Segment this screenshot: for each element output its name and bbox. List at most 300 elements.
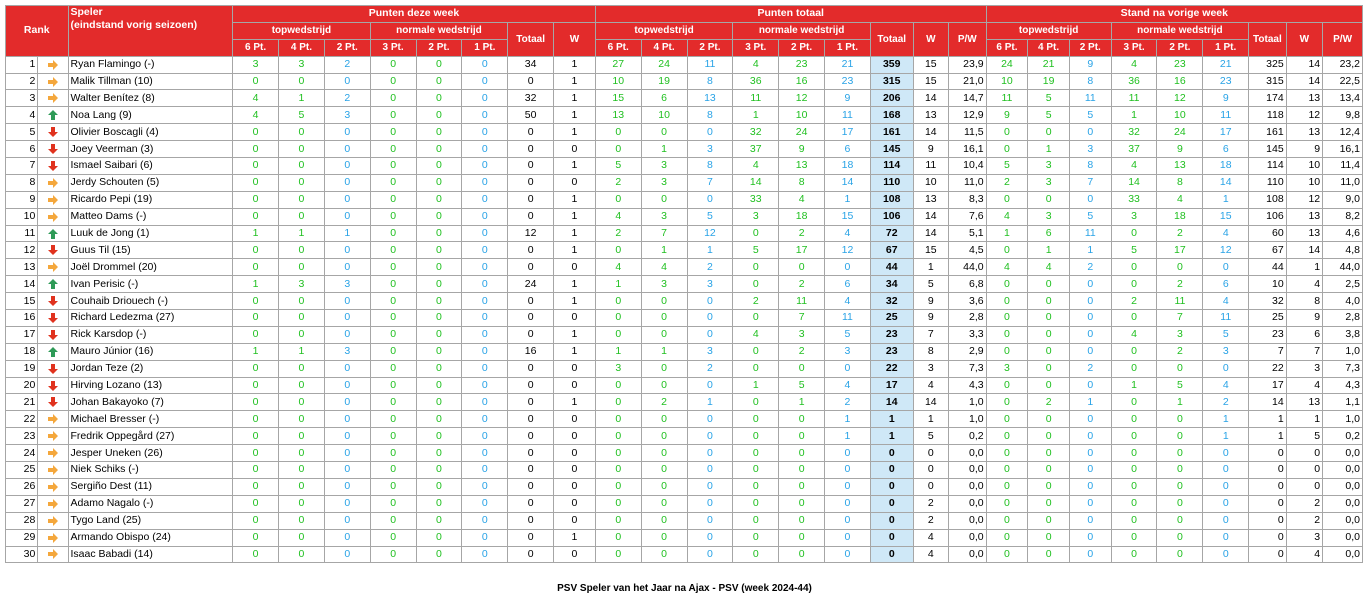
- prev-2pt-normal-cell: 0: [1157, 495, 1203, 512]
- week-2pt-normal-cell: 0: [416, 428, 462, 445]
- trend-cell: [38, 191, 68, 208]
- prev-4pt-header: 4 Pt.: [1028, 39, 1070, 56]
- total-totaal-cell: 67: [870, 242, 913, 259]
- rank-cell: 14: [6, 276, 38, 293]
- prev-2pt-header: 2 Pt.: [1069, 39, 1111, 56]
- arrow-up-icon: [47, 346, 59, 358]
- prev-2pt-cell: 7: [1069, 174, 1111, 191]
- week-2pt-normal-cell: 0: [416, 158, 462, 175]
- prev-2pt-cell: 0: [1069, 428, 1111, 445]
- total-1pt-cell: 1: [825, 191, 871, 208]
- prev-1pt-cell: 4: [1203, 225, 1249, 242]
- total-w-cell: 5: [913, 276, 948, 293]
- week-totaal-cell: 0: [508, 174, 554, 191]
- total-2pt-cell: 0: [687, 495, 733, 512]
- week-w-cell: 1: [554, 293, 596, 310]
- prev-6pt-cell: 0: [986, 529, 1028, 546]
- total-6pt-cell: 0: [595, 478, 641, 495]
- total-6pt-cell: 5: [595, 158, 641, 175]
- week-totaal-cell: 0: [508, 529, 554, 546]
- week-2pt-cell: 0: [324, 462, 370, 479]
- total-4pt-cell: 0: [641, 191, 687, 208]
- rank-cell: 21: [6, 394, 38, 411]
- prev-4pt-cell: 0: [1028, 293, 1070, 310]
- prev-6pt-cell: 9: [986, 107, 1028, 124]
- total-4pt-cell: 3: [641, 208, 687, 225]
- prev-1pt-cell: 17: [1203, 124, 1249, 141]
- total-4pt-cell: 6: [641, 90, 687, 107]
- week-3pt-cell: 0: [370, 360, 416, 377]
- prev-4pt-cell: 0: [1028, 445, 1070, 462]
- prev-4pt-cell: 0: [1028, 191, 1070, 208]
- total-2pt-cell: 2: [687, 360, 733, 377]
- total-w-cell: 15: [913, 73, 948, 90]
- player-name-cell: Luuk de Jong (1): [68, 225, 233, 242]
- prev-1pt-cell: 12: [1203, 242, 1249, 259]
- prev-pw-cell: 0,0: [1323, 512, 1363, 529]
- week-1pt-header: 1 Pt.: [462, 39, 508, 56]
- total-4pt-cell: 0: [641, 377, 687, 394]
- total-normal-header: normale wedstrijd: [733, 22, 871, 39]
- total-w-cell: 14: [913, 208, 948, 225]
- prev-w-cell: 3: [1286, 360, 1322, 377]
- table-caption: PSV Speler van het Jaar na Ajax - PSV (week 2024-44): [557, 583, 812, 594]
- week-6pt-cell: 1: [233, 343, 279, 360]
- total-4pt-cell: 7: [641, 225, 687, 242]
- total-3pt-cell: 0: [733, 445, 779, 462]
- total-2pt-cell: 8: [687, 107, 733, 124]
- total-2pt-cell: 0: [687, 411, 733, 428]
- prev-top-header: topwedstrijd: [986, 22, 1111, 39]
- total-3pt-cell: 3: [733, 208, 779, 225]
- week-4pt-cell: 0: [279, 73, 325, 90]
- total-w-cell: 1: [913, 411, 948, 428]
- table-row: [6, 56, 1363, 73]
- total-w-cell: 2: [913, 495, 948, 512]
- total-w-cell: 15: [913, 242, 948, 259]
- total-pw-cell: 21,0: [949, 73, 987, 90]
- prev-1pt-cell: 0: [1203, 360, 1249, 377]
- week-2pt-normal-cell: 0: [416, 529, 462, 546]
- total-1pt-cell: 4: [825, 225, 871, 242]
- prev-pw-cell: 4,3: [1323, 377, 1363, 394]
- prev-1pt-cell: 4: [1203, 293, 1249, 310]
- total-1pt-cell: 0: [825, 529, 871, 546]
- prev-1pt-cell: 1: [1203, 428, 1249, 445]
- trend-cell: [38, 360, 68, 377]
- table-row: [6, 90, 1363, 107]
- rank-cell: 22: [6, 411, 38, 428]
- total-totaal-cell: 32: [870, 293, 913, 310]
- total-4pt-cell: 0: [641, 310, 687, 327]
- week-2pt-cell: 0: [324, 73, 370, 90]
- total-4pt-cell: 0: [641, 326, 687, 343]
- week-3pt-cell: 0: [370, 462, 416, 479]
- table-row: [6, 343, 1363, 360]
- week-2pt-cell: 0: [324, 377, 370, 394]
- prev-2pt-cell: 0: [1069, 191, 1111, 208]
- week-2pt-normal-cell: 0: [416, 546, 462, 563]
- arrow-down-icon: [47, 312, 59, 324]
- player-name-cell: Adamo Nagalo (-): [68, 495, 233, 512]
- prev-pw-cell: 9,0: [1323, 191, 1363, 208]
- week-4pt-cell: 0: [279, 191, 325, 208]
- total-3pt-cell: 5: [733, 242, 779, 259]
- week-2pt-normal-cell: 0: [416, 326, 462, 343]
- table-row: [6, 208, 1363, 225]
- table-row: [6, 360, 1363, 377]
- total-6pt-cell: 15: [595, 90, 641, 107]
- prev-w-cell: 0: [1286, 445, 1322, 462]
- prev-2pt-cell: 8: [1069, 73, 1111, 90]
- table-row: [6, 158, 1363, 175]
- prev-w-cell: 4: [1286, 377, 1322, 394]
- prev-2pt-normal-cell: 0: [1157, 259, 1203, 276]
- total-1pt-cell: 0: [825, 495, 871, 512]
- week-3pt-cell: 0: [370, 343, 416, 360]
- prev-1pt-cell: 9: [1203, 90, 1249, 107]
- arrow-right-icon: [47, 515, 59, 527]
- total-2pt-cell: 1: [687, 242, 733, 259]
- total-pw-cell: 11,0: [949, 174, 987, 191]
- prev-3pt-cell: 0: [1111, 276, 1157, 293]
- total-pw-cell: 5,1: [949, 225, 987, 242]
- prev-totaal-cell: 161: [1249, 124, 1287, 141]
- prev-totaal-cell: 25: [1249, 310, 1287, 327]
- prev-totaal-cell: 0: [1249, 445, 1287, 462]
- total-1pt-cell: 0: [825, 445, 871, 462]
- total-2pt-cell: 8: [687, 73, 733, 90]
- week-2pt-normal-cell: 0: [416, 174, 462, 191]
- prev-1pt-cell: 18: [1203, 158, 1249, 175]
- week-6pt-cell: 0: [233, 529, 279, 546]
- week-6pt-cell: 0: [233, 546, 279, 563]
- arrow-right-icon: [47, 261, 59, 273]
- prev-3pt-cell: 37: [1111, 141, 1157, 158]
- arrow-right-icon: [47, 447, 59, 459]
- week-6pt-cell: 0: [233, 411, 279, 428]
- prev-2pt-normal-cell: 8: [1157, 174, 1203, 191]
- player-name-cell: Couhaib Driouech (-): [68, 293, 233, 310]
- week-3pt-cell: 0: [370, 326, 416, 343]
- arrow-up-icon: [47, 228, 59, 240]
- prev-w-cell: 1: [1286, 259, 1322, 276]
- prev-totaal-cell: 145: [1249, 141, 1287, 158]
- prev-1pt-cell: 0: [1203, 478, 1249, 495]
- prev-2pt-normal-cell: 3: [1157, 326, 1203, 343]
- week-totaal-cell: 0: [508, 428, 554, 445]
- rank-cell: 11: [6, 225, 38, 242]
- week-4pt-cell: 0: [279, 293, 325, 310]
- total-2pt-cell: 2: [687, 259, 733, 276]
- group-total-header: Punten totaal: [595, 6, 986, 23]
- total-w-cell: 14: [913, 90, 948, 107]
- week-totaal-cell: 0: [508, 394, 554, 411]
- total-totaal-cell: 44: [870, 259, 913, 276]
- total-2pt-normal-cell: 2: [779, 343, 825, 360]
- arrow-right-icon: [47, 413, 59, 425]
- prev-2pt-cell: 11: [1069, 225, 1111, 242]
- prev-totaal-cell: 315: [1249, 73, 1287, 90]
- total-6pt-cell: 0: [595, 191, 641, 208]
- week-2pt-normal-cell: 0: [416, 394, 462, 411]
- prev-4pt-cell: 0: [1028, 462, 1070, 479]
- rank-cell: 2: [6, 73, 38, 90]
- total-4pt-cell: 0: [641, 462, 687, 479]
- week-2pt-normal-cell: 0: [416, 56, 462, 73]
- prev-6pt-cell: 0: [986, 495, 1028, 512]
- prev-6pt-cell: 0: [986, 445, 1028, 462]
- total-1pt-cell: 0: [825, 259, 871, 276]
- week-1pt-cell: 0: [462, 107, 508, 124]
- trend-cell: [38, 73, 68, 90]
- prev-6pt-cell: 0: [986, 242, 1028, 259]
- week-2pt-cell: 0: [324, 495, 370, 512]
- rank-cell: 25: [6, 462, 38, 479]
- week-2pt-normal-cell: 0: [416, 124, 462, 141]
- prev-3pt-cell: 2: [1111, 293, 1157, 310]
- arrow-down-icon: [47, 244, 59, 256]
- total-3pt-cell: 0: [733, 495, 779, 512]
- week-6pt-cell: 0: [233, 445, 279, 462]
- week-1pt-cell: 0: [462, 141, 508, 158]
- week-w-cell: 0: [554, 462, 596, 479]
- total-6pt-cell: 0: [595, 462, 641, 479]
- week-2pt-cell: 0: [324, 546, 370, 563]
- prev-6pt-cell: 0: [986, 462, 1028, 479]
- total-2pt-cell: 0: [687, 546, 733, 563]
- prev-pw-cell: 44,0: [1323, 259, 1363, 276]
- prev-1pt-cell: 0: [1203, 445, 1249, 462]
- prev-1pt-cell: 6: [1203, 141, 1249, 158]
- total-3pt-cell: 1: [733, 377, 779, 394]
- week-3pt-header: 3 Pt.: [370, 39, 416, 56]
- week-4pt-cell: 0: [279, 124, 325, 141]
- group-week-header: Punten deze week: [233, 6, 596, 23]
- trend-cell: [38, 478, 68, 495]
- table-body: [6, 56, 1363, 563]
- week-2pt-cell: 0: [324, 394, 370, 411]
- prev-totaal-cell: 22: [1249, 360, 1287, 377]
- prev-3pt-cell: 0: [1111, 546, 1157, 563]
- prev-4pt-cell: 4: [1028, 259, 1070, 276]
- prev-6pt-header: 6 Pt.: [986, 39, 1028, 56]
- total-1pt-cell: 6: [825, 276, 871, 293]
- total-6pt-cell: 0: [595, 326, 641, 343]
- total-w-cell: 15: [913, 56, 948, 73]
- total-2pt-normal-cell: 2: [779, 225, 825, 242]
- prev-3pt-cell: 0: [1111, 394, 1157, 411]
- total-w-cell: 2: [913, 512, 948, 529]
- prev-3pt-cell: 0: [1111, 512, 1157, 529]
- prev-totaal-header: Totaal: [1249, 22, 1287, 56]
- trend-cell: [38, 462, 68, 479]
- table-row: [6, 225, 1363, 242]
- player-name-cell: Olivier Boscagli (4): [68, 124, 233, 141]
- player-name-cell: Isaac Babadi (14): [68, 546, 233, 563]
- prev-totaal-cell: 7: [1249, 343, 1287, 360]
- prev-totaal-cell: 110: [1249, 174, 1287, 191]
- total-w-cell: 9: [913, 141, 948, 158]
- week-4pt-cell: 0: [279, 478, 325, 495]
- total-1pt-cell: 5: [825, 326, 871, 343]
- total-1pt-cell: 0: [825, 478, 871, 495]
- arrow-up-icon: [47, 109, 59, 121]
- rank-cell: 30: [6, 546, 38, 563]
- prev-pw-cell: 8,2: [1323, 208, 1363, 225]
- rank-header: Rank: [6, 6, 69, 57]
- week-1pt-cell: 0: [462, 174, 508, 191]
- prev-totaal-cell: 1: [1249, 411, 1287, 428]
- total-6pt-cell: 0: [595, 242, 641, 259]
- trend-cell: [38, 343, 68, 360]
- prev-pw-cell: 0,0: [1323, 462, 1363, 479]
- table-row: [6, 495, 1363, 512]
- trend-cell: [38, 141, 68, 158]
- total-pw-cell: 0,2: [949, 428, 987, 445]
- week-6pt-cell: 0: [233, 191, 279, 208]
- prev-6pt-cell: 0: [986, 546, 1028, 563]
- total-3pt-cell: 0: [733, 462, 779, 479]
- week-2pt-cell: 3: [324, 107, 370, 124]
- prev-2pt-cell: 0: [1069, 462, 1111, 479]
- prev-w-cell: 0: [1286, 478, 1322, 495]
- week-2pt-cell: 0: [324, 478, 370, 495]
- arrow-right-icon: [47, 532, 59, 544]
- week-6pt-cell: 0: [233, 478, 279, 495]
- prev-3pt-cell: 3: [1111, 208, 1157, 225]
- week-1pt-cell: 0: [462, 377, 508, 394]
- total-6pt-header: 6 Pt.: [595, 39, 641, 56]
- total-6pt-cell: 0: [595, 445, 641, 462]
- prev-w-cell: 4: [1286, 276, 1322, 293]
- total-6pt-cell: 0: [595, 293, 641, 310]
- prev-3pt-cell: 0: [1111, 360, 1157, 377]
- total-2pt-cell: 8: [687, 158, 733, 175]
- week-2pt-cell: 0: [324, 326, 370, 343]
- prev-2pt-cell: 9: [1069, 56, 1111, 73]
- week-w-cell: 0: [554, 259, 596, 276]
- trend-cell: [38, 158, 68, 175]
- prev-pw-header: P/W: [1323, 22, 1363, 56]
- total-pw-cell: 6,8: [949, 276, 987, 293]
- player-name-cell: Richard Ledezma (27): [68, 310, 233, 327]
- total-4pt-cell: 1: [641, 242, 687, 259]
- week-totaal-cell: 32: [508, 90, 554, 107]
- prev-2pt-normal-cell: 17: [1157, 242, 1203, 259]
- arrow-down-icon: [47, 126, 59, 138]
- week-totaal-cell: 0: [508, 73, 554, 90]
- rank-cell: 7: [6, 158, 38, 175]
- prev-2pt-normal-cell: 1: [1157, 394, 1203, 411]
- week-2pt-normal-cell: 0: [416, 276, 462, 293]
- week-2pt-normal-cell: 0: [416, 90, 462, 107]
- total-6pt-cell: 1: [595, 343, 641, 360]
- week-1pt-cell: 0: [462, 56, 508, 73]
- total-6pt-cell: 0: [595, 394, 641, 411]
- week-totaal-cell: 0: [508, 411, 554, 428]
- prev-4pt-cell: 19: [1028, 73, 1070, 90]
- total-3pt-cell: 0: [733, 310, 779, 327]
- week-2pt-normal-cell: 0: [416, 495, 462, 512]
- player-name-cell: Ricardo Pepi (19): [68, 191, 233, 208]
- total-4pt-cell: 10: [641, 107, 687, 124]
- prev-1pt-cell: 0: [1203, 529, 1249, 546]
- week-w-cell: 0: [554, 445, 596, 462]
- rank-cell: 6: [6, 141, 38, 158]
- prev-3pt-cell: 1: [1111, 377, 1157, 394]
- total-6pt-cell: 2: [595, 174, 641, 191]
- week-totaal-cell: 50: [508, 107, 554, 124]
- week-totaal-cell: 0: [508, 293, 554, 310]
- total-2pt-cell: 11: [687, 56, 733, 73]
- total-6pt-cell: 4: [595, 259, 641, 276]
- arrow-right-icon: [47, 92, 59, 104]
- prev-totaal-cell: 0: [1249, 495, 1287, 512]
- prev-pw-cell: 4,8: [1323, 242, 1363, 259]
- week-w-cell: 0: [554, 495, 596, 512]
- total-6pt-cell: 0: [595, 428, 641, 445]
- prev-pw-cell: 11,0: [1323, 174, 1363, 191]
- table-row: [6, 124, 1363, 141]
- table-row: [6, 326, 1363, 343]
- prev-6pt-cell: 0: [986, 394, 1028, 411]
- arrow-right-icon: [47, 76, 59, 88]
- arrow-right-icon: [47, 194, 59, 206]
- week-w-cell: 1: [554, 394, 596, 411]
- prev-6pt-cell: 0: [986, 377, 1028, 394]
- total-2pt-cell: 13: [687, 90, 733, 107]
- player-name-cell: Joey Veerman (3): [68, 141, 233, 158]
- week-2pt-cell: 0: [324, 158, 370, 175]
- week-w-cell: 1: [554, 191, 596, 208]
- prev-w-cell: 1: [1286, 411, 1322, 428]
- week-2pt-normal-cell: 0: [416, 225, 462, 242]
- total-2pt-normal-cell: 23: [779, 56, 825, 73]
- total-3pt-cell: 0: [733, 512, 779, 529]
- prev-3pt-cell: 14: [1111, 174, 1157, 191]
- total-totaal-cell: 1: [870, 411, 913, 428]
- total-w-header: W: [913, 22, 948, 56]
- prev-pw-cell: 9,8: [1323, 107, 1363, 124]
- total-totaal-cell: 110: [870, 174, 913, 191]
- week-2pt-normal-cell: 0: [416, 141, 462, 158]
- week-2pt-cell: 0: [324, 124, 370, 141]
- trend-cell: [38, 546, 68, 563]
- prev-4pt-cell: 3: [1028, 208, 1070, 225]
- prev-3pt-cell: 0: [1111, 495, 1157, 512]
- week-1pt-cell: 0: [462, 208, 508, 225]
- prev-4pt-cell: 0: [1028, 326, 1070, 343]
- week-2pt-cell: 0: [324, 242, 370, 259]
- total-1pt-cell: 18: [825, 158, 871, 175]
- prev-2pt-normal-cell: 24: [1157, 124, 1203, 141]
- total-w-cell: 9: [913, 310, 948, 327]
- total-2pt-cell: 0: [687, 445, 733, 462]
- rank-cell: 5: [6, 124, 38, 141]
- total-2pt-cell: 0: [687, 191, 733, 208]
- prev-4pt-cell: 1: [1028, 242, 1070, 259]
- table-row: [6, 428, 1363, 445]
- prev-2pt-normal-cell: 0: [1157, 529, 1203, 546]
- prev-2pt-cell: 0: [1069, 124, 1111, 141]
- prev-2pt-cell: 11: [1069, 90, 1111, 107]
- total-2pt-cell: 0: [687, 124, 733, 141]
- trend-cell: [38, 495, 68, 512]
- prev-6pt-cell: 0: [986, 310, 1028, 327]
- week-1pt-cell: 0: [462, 428, 508, 445]
- week-w-cell: 1: [554, 90, 596, 107]
